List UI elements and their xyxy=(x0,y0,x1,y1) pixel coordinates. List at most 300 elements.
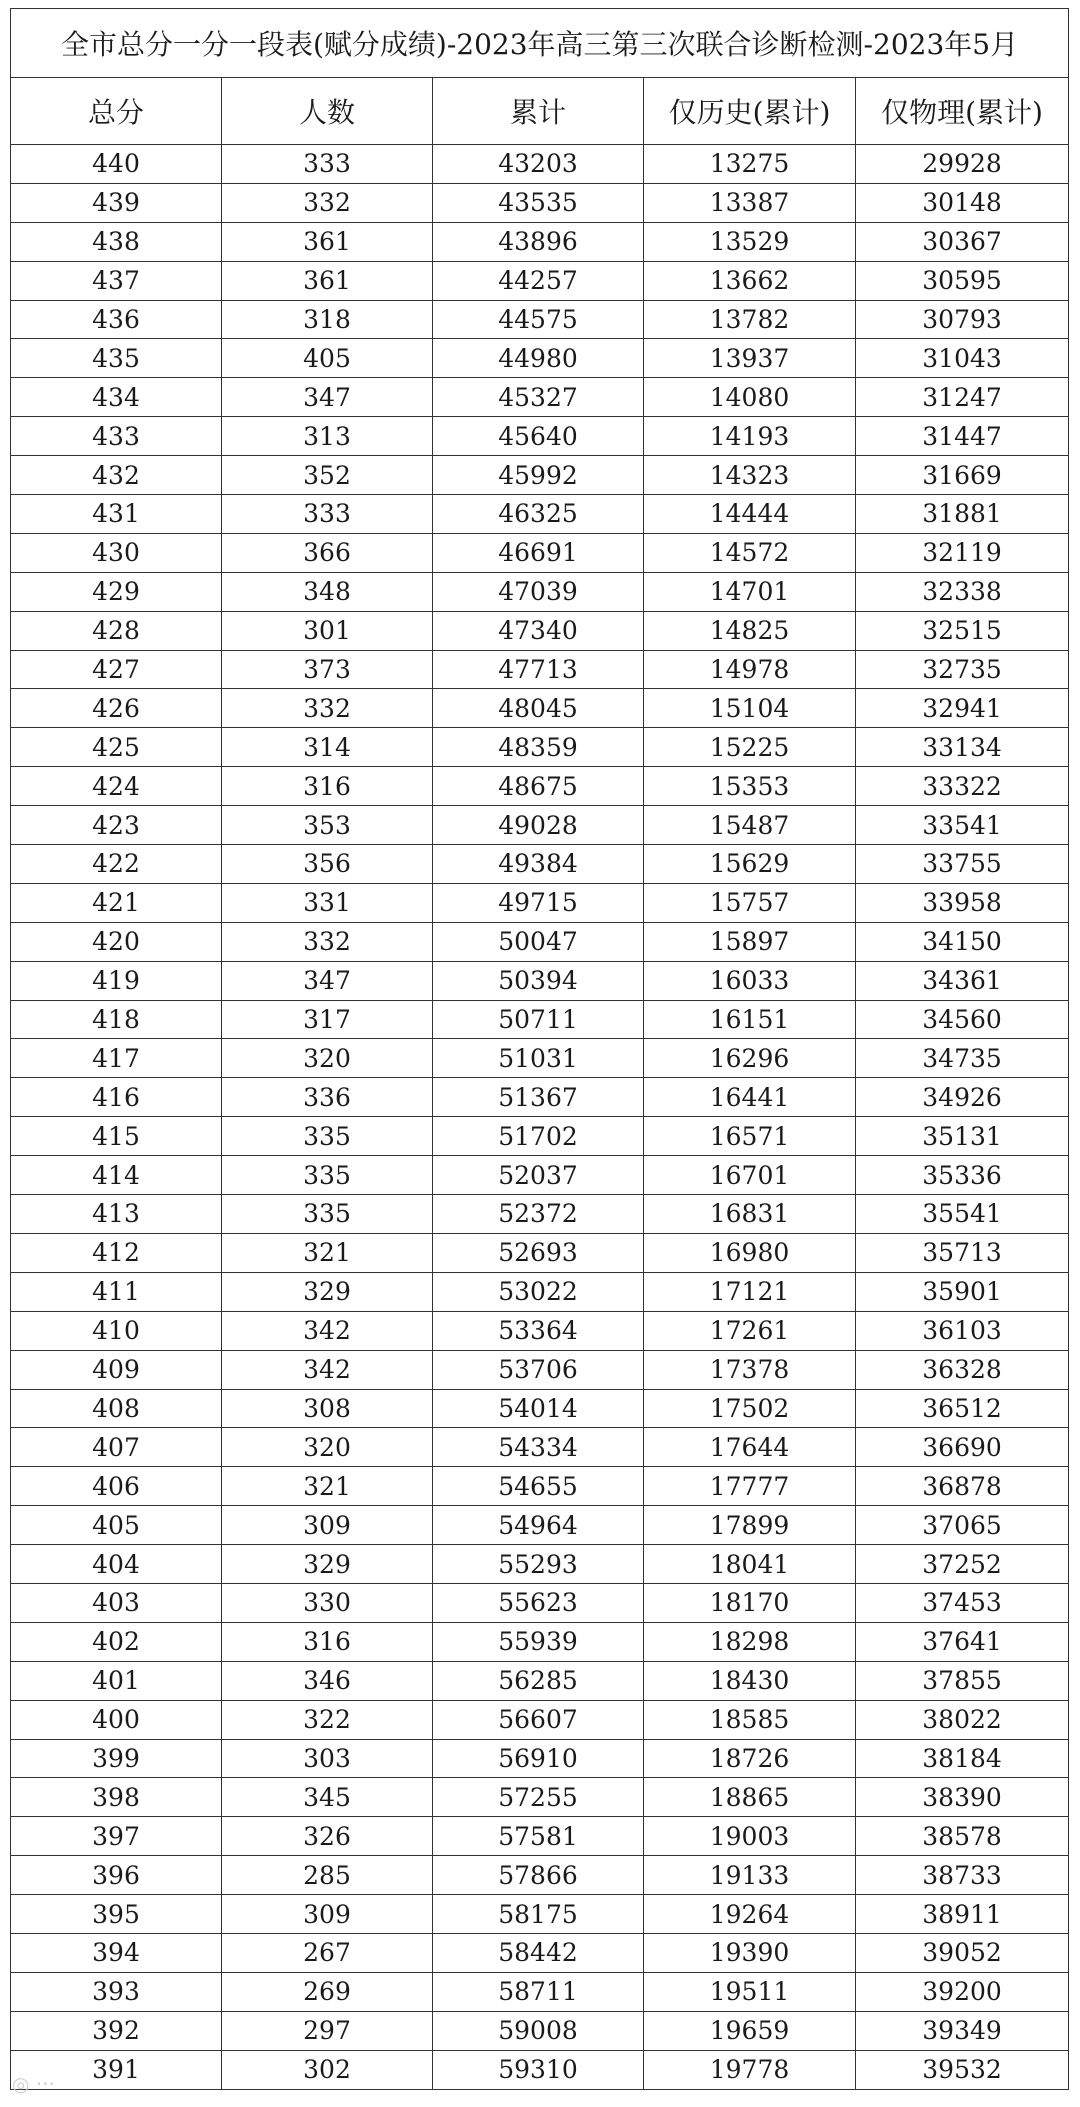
cell-history-cumulative: 16296 xyxy=(644,1039,856,1078)
cell-physics-cumulative: 37855 xyxy=(856,1661,1069,1700)
cell-physics-cumulative: 29928 xyxy=(856,145,1069,184)
cell-history-cumulative: 16831 xyxy=(644,1195,856,1234)
cell-physics-cumulative: 37641 xyxy=(856,1622,1069,1661)
cell-total-score: 399 xyxy=(11,1739,222,1778)
cell-history-cumulative: 19003 xyxy=(644,1817,856,1856)
cell-physics-cumulative: 38578 xyxy=(856,1817,1069,1856)
cell-cumulative: 45640 xyxy=(433,417,644,456)
cell-cumulative: 52693 xyxy=(433,1233,644,1272)
cell-total-score: 430 xyxy=(11,533,222,572)
cell-total-score: 417 xyxy=(11,1039,222,1078)
cell-history-cumulative: 14825 xyxy=(644,611,856,650)
cell-history-cumulative: 14701 xyxy=(644,572,856,611)
cell-history-cumulative: 19390 xyxy=(644,1933,856,1972)
cell-physics-cumulative: 34560 xyxy=(856,1000,1069,1039)
cell-cumulative: 45327 xyxy=(433,378,644,417)
cell-count: 348 xyxy=(222,572,433,611)
cell-total-score: 413 xyxy=(11,1195,222,1234)
cell-count: 335 xyxy=(222,1156,433,1195)
table-row xyxy=(11,1583,1069,1622)
table-body xyxy=(11,145,1069,2090)
table-row xyxy=(11,300,1069,339)
cell-cumulative: 55293 xyxy=(433,1545,644,1584)
table-row xyxy=(11,1895,1069,1934)
cell-total-score: 425 xyxy=(11,728,222,767)
cell-count: 331 xyxy=(222,883,433,922)
cell-total-score: 435 xyxy=(11,339,222,378)
header-count: 人数 xyxy=(222,78,433,145)
header-row xyxy=(11,78,1069,145)
cell-cumulative: 54964 xyxy=(433,1506,644,1545)
table-title: 全市总分一分一段表(赋分成绩)-2023年高三第三次联合诊断检测-2023年5月 xyxy=(11,9,1069,78)
table-row xyxy=(11,1272,1069,1311)
cell-physics-cumulative: 37453 xyxy=(856,1583,1069,1622)
cell-count: 313 xyxy=(222,417,433,456)
cell-cumulative: 48045 xyxy=(433,689,644,728)
table-row xyxy=(11,495,1069,534)
cell-history-cumulative: 16151 xyxy=(644,1000,856,1039)
cell-history-cumulative: 18430 xyxy=(644,1661,856,1700)
cell-total-score: 403 xyxy=(11,1583,222,1622)
cell-physics-cumulative: 33755 xyxy=(856,845,1069,884)
cell-total-score: 411 xyxy=(11,1272,222,1311)
cell-count: 361 xyxy=(222,222,433,261)
table-row xyxy=(11,650,1069,689)
cell-cumulative: 54655 xyxy=(433,1467,644,1506)
cell-cumulative: 58175 xyxy=(433,1895,644,1934)
cell-physics-cumulative: 31247 xyxy=(856,378,1069,417)
title-row xyxy=(11,9,1069,78)
table-row xyxy=(11,1233,1069,1272)
cell-count: 309 xyxy=(222,1895,433,1934)
table-row xyxy=(11,261,1069,300)
cell-cumulative: 57866 xyxy=(433,1856,644,1895)
cell-count: 309 xyxy=(222,1506,433,1545)
cell-total-score: 424 xyxy=(11,767,222,806)
cell-total-score: 426 xyxy=(11,689,222,728)
table-row xyxy=(11,1545,1069,1584)
cell-physics-cumulative: 33322 xyxy=(856,767,1069,806)
table-row xyxy=(11,378,1069,417)
cell-total-score: 401 xyxy=(11,1661,222,1700)
cell-total-score: 405 xyxy=(11,1506,222,1545)
table-row xyxy=(11,922,1069,961)
cell-physics-cumulative: 32515 xyxy=(856,611,1069,650)
cell-history-cumulative: 18865 xyxy=(644,1778,856,1817)
cell-cumulative: 51031 xyxy=(433,1039,644,1078)
table-row xyxy=(11,1078,1069,1117)
cell-cumulative: 45992 xyxy=(433,456,644,495)
cell-physics-cumulative: 33541 xyxy=(856,806,1069,845)
cell-history-cumulative: 13387 xyxy=(644,183,856,222)
cell-count: 347 xyxy=(222,378,433,417)
cell-count: 336 xyxy=(222,1078,433,1117)
cell-total-score: 407 xyxy=(11,1428,222,1467)
watermark-logo: ◎ ··· xyxy=(12,2072,55,2096)
table-row xyxy=(11,1933,1069,1972)
table-row xyxy=(11,1039,1069,1078)
cell-count: 352 xyxy=(222,456,433,495)
table-row xyxy=(11,145,1069,184)
cell-count: 373 xyxy=(222,650,433,689)
cell-total-score: 404 xyxy=(11,1545,222,1584)
cell-history-cumulative: 13782 xyxy=(644,300,856,339)
cell-history-cumulative: 14323 xyxy=(644,456,856,495)
cell-physics-cumulative: 39052 xyxy=(856,1933,1069,1972)
cell-history-cumulative: 17644 xyxy=(644,1428,856,1467)
cell-history-cumulative: 18726 xyxy=(644,1739,856,1778)
cell-physics-cumulative: 34735 xyxy=(856,1039,1069,1078)
table-row xyxy=(11,883,1069,922)
cell-count: 333 xyxy=(222,145,433,184)
table-row xyxy=(11,806,1069,845)
cell-physics-cumulative: 36878 xyxy=(856,1467,1069,1506)
header-cumulative: 累计 xyxy=(433,78,644,145)
cell-cumulative: 50047 xyxy=(433,922,644,961)
cell-cumulative: 58711 xyxy=(433,1972,644,2011)
cell-physics-cumulative: 35713 xyxy=(856,1233,1069,1272)
cell-physics-cumulative: 36512 xyxy=(856,1389,1069,1428)
cell-count: 335 xyxy=(222,1195,433,1234)
cell-history-cumulative: 18585 xyxy=(644,1700,856,1739)
cell-total-score: 433 xyxy=(11,417,222,456)
cell-count: 346 xyxy=(222,1661,433,1700)
table-row xyxy=(11,417,1069,456)
cell-history-cumulative: 16701 xyxy=(644,1156,856,1195)
table-row xyxy=(11,183,1069,222)
cell-total-score: 431 xyxy=(11,495,222,534)
cell-history-cumulative: 19659 xyxy=(644,2011,856,2050)
cell-total-score: 432 xyxy=(11,456,222,495)
cell-physics-cumulative: 31669 xyxy=(856,456,1069,495)
cell-cumulative: 52372 xyxy=(433,1195,644,1234)
cell-physics-cumulative: 36103 xyxy=(856,1311,1069,1350)
cell-count: 297 xyxy=(222,2011,433,2050)
cell-cumulative: 48359 xyxy=(433,728,644,767)
cell-total-score: 418 xyxy=(11,1000,222,1039)
cell-count: 301 xyxy=(222,611,433,650)
cell-total-score: 415 xyxy=(11,1117,222,1156)
cell-count: 345 xyxy=(222,1778,433,1817)
cell-total-score: 428 xyxy=(11,611,222,650)
cell-total-score: 408 xyxy=(11,1389,222,1428)
cell-cumulative: 53022 xyxy=(433,1272,644,1311)
cell-count: 347 xyxy=(222,961,433,1000)
cell-history-cumulative: 14444 xyxy=(644,495,856,534)
cell-cumulative: 52037 xyxy=(433,1156,644,1195)
cell-cumulative: 51702 xyxy=(433,1117,644,1156)
cell-total-score: 406 xyxy=(11,1467,222,1506)
header-total-score: 总分 xyxy=(11,78,222,145)
cell-count: 316 xyxy=(222,767,433,806)
cell-cumulative: 43535 xyxy=(433,183,644,222)
cell-count: 285 xyxy=(222,1856,433,1895)
cell-physics-cumulative: 36328 xyxy=(856,1350,1069,1389)
cell-total-score: 436 xyxy=(11,300,222,339)
table-row xyxy=(11,1195,1069,1234)
cell-cumulative: 46325 xyxy=(433,495,644,534)
cell-cumulative: 59310 xyxy=(433,2050,644,2089)
cell-physics-cumulative: 31881 xyxy=(856,495,1069,534)
cell-count: 303 xyxy=(222,1739,433,1778)
cell-total-score: 440 xyxy=(11,145,222,184)
cell-physics-cumulative: 39200 xyxy=(856,1972,1069,2011)
table-row xyxy=(11,611,1069,650)
cell-count: 320 xyxy=(222,1039,433,1078)
cell-total-score: 437 xyxy=(11,261,222,300)
cell-count: 361 xyxy=(222,261,433,300)
cell-total-score: 393 xyxy=(11,1972,222,2011)
cell-physics-cumulative: 39349 xyxy=(856,2011,1069,2050)
table-row xyxy=(11,1972,1069,2011)
cell-physics-cumulative: 34361 xyxy=(856,961,1069,1000)
cell-physics-cumulative: 38390 xyxy=(856,1778,1069,1817)
cell-total-score: 397 xyxy=(11,1817,222,1856)
cell-history-cumulative: 15629 xyxy=(644,845,856,884)
cell-history-cumulative: 13662 xyxy=(644,261,856,300)
cell-count: 333 xyxy=(222,495,433,534)
cell-cumulative: 44980 xyxy=(433,339,644,378)
cell-physics-cumulative: 31043 xyxy=(856,339,1069,378)
cell-history-cumulative: 15757 xyxy=(644,883,856,922)
cell-count: 317 xyxy=(222,1000,433,1039)
cell-history-cumulative: 14978 xyxy=(644,650,856,689)
table-row xyxy=(11,961,1069,1000)
table-row xyxy=(11,1739,1069,1778)
table-row xyxy=(11,1389,1069,1428)
cell-total-score: 421 xyxy=(11,883,222,922)
cell-physics-cumulative: 39532 xyxy=(856,2050,1069,2089)
table-row xyxy=(11,1467,1069,1506)
cell-count: 405 xyxy=(222,339,433,378)
table-row xyxy=(11,456,1069,495)
cell-history-cumulative: 16980 xyxy=(644,1233,856,1272)
cell-total-score: 392 xyxy=(11,2011,222,2050)
table-row xyxy=(11,1506,1069,1545)
cell-count: 320 xyxy=(222,1428,433,1467)
cell-count: 335 xyxy=(222,1117,433,1156)
table-row xyxy=(11,845,1069,884)
cell-history-cumulative: 14080 xyxy=(644,378,856,417)
cell-total-score: 412 xyxy=(11,1233,222,1272)
table-row xyxy=(11,728,1069,767)
table-row xyxy=(11,767,1069,806)
cell-physics-cumulative: 31447 xyxy=(856,417,1069,456)
cell-cumulative: 56910 xyxy=(433,1739,644,1778)
cell-count: 316 xyxy=(222,1622,433,1661)
cell-count: 342 xyxy=(222,1350,433,1389)
cell-total-score: 419 xyxy=(11,961,222,1000)
cell-total-score: 439 xyxy=(11,183,222,222)
cell-cumulative: 53706 xyxy=(433,1350,644,1389)
cell-history-cumulative: 16571 xyxy=(644,1117,856,1156)
cell-total-score: 400 xyxy=(11,1700,222,1739)
cell-history-cumulative: 14572 xyxy=(644,533,856,572)
cell-cumulative: 56285 xyxy=(433,1661,644,1700)
cell-physics-cumulative: 32338 xyxy=(856,572,1069,611)
cell-total-score: 429 xyxy=(11,572,222,611)
cell-physics-cumulative: 37065 xyxy=(856,1506,1069,1545)
cell-physics-cumulative: 34926 xyxy=(856,1078,1069,1117)
cell-total-score: 420 xyxy=(11,922,222,961)
cell-cumulative: 49715 xyxy=(433,883,644,922)
cell-physics-cumulative: 38022 xyxy=(856,1700,1069,1739)
cell-history-cumulative: 19133 xyxy=(644,1856,856,1895)
cell-history-cumulative: 17899 xyxy=(644,1506,856,1545)
cell-cumulative: 50711 xyxy=(433,1000,644,1039)
cell-count: 302 xyxy=(222,2050,433,2089)
cell-count: 353 xyxy=(222,806,433,845)
cell-physics-cumulative: 35336 xyxy=(856,1156,1069,1195)
cell-total-score: 422 xyxy=(11,845,222,884)
cell-physics-cumulative: 32735 xyxy=(856,650,1069,689)
cell-cumulative: 51367 xyxy=(433,1078,644,1117)
cell-cumulative: 55623 xyxy=(433,1583,644,1622)
cell-history-cumulative: 13937 xyxy=(644,339,856,378)
cell-physics-cumulative: 35901 xyxy=(856,1272,1069,1311)
cell-cumulative: 55939 xyxy=(433,1622,644,1661)
table-row xyxy=(11,1156,1069,1195)
cell-cumulative: 54014 xyxy=(433,1389,644,1428)
cell-history-cumulative: 13275 xyxy=(644,145,856,184)
cell-count: 332 xyxy=(222,183,433,222)
cell-total-score: 438 xyxy=(11,222,222,261)
table-row xyxy=(11,689,1069,728)
cell-physics-cumulative: 30148 xyxy=(856,183,1069,222)
cell-cumulative: 47713 xyxy=(433,650,644,689)
cell-total-score: 402 xyxy=(11,1622,222,1661)
cell-physics-cumulative: 36690 xyxy=(856,1428,1069,1467)
cell-history-cumulative: 17777 xyxy=(644,1467,856,1506)
cell-history-cumulative: 18041 xyxy=(644,1545,856,1584)
cell-history-cumulative: 15487 xyxy=(644,806,856,845)
cell-cumulative: 43203 xyxy=(433,145,644,184)
cell-physics-cumulative: 32941 xyxy=(856,689,1069,728)
table-row xyxy=(11,1817,1069,1856)
cell-history-cumulative: 18298 xyxy=(644,1622,856,1661)
cell-count: 332 xyxy=(222,689,433,728)
cell-count: 308 xyxy=(222,1389,433,1428)
cell-count: 321 xyxy=(222,1233,433,1272)
header-physics-cumulative: 仅物理(累计) xyxy=(856,78,1069,145)
table-row xyxy=(11,1000,1069,1039)
cell-history-cumulative: 15225 xyxy=(644,728,856,767)
cell-history-cumulative: 16033 xyxy=(644,961,856,1000)
table-row xyxy=(11,1428,1069,1467)
cell-cumulative: 47039 xyxy=(433,572,644,611)
cell-cumulative: 49028 xyxy=(433,806,644,845)
table-row xyxy=(11,2050,1069,2089)
cell-physics-cumulative: 35541 xyxy=(856,1195,1069,1234)
table-row xyxy=(11,1661,1069,1700)
cell-history-cumulative: 19264 xyxy=(644,1895,856,1934)
cell-count: 330 xyxy=(222,1583,433,1622)
cell-physics-cumulative: 38911 xyxy=(856,1895,1069,1934)
cell-count: 329 xyxy=(222,1545,433,1584)
cell-count: 322 xyxy=(222,1700,433,1739)
cell-cumulative: 59008 xyxy=(433,2011,644,2050)
cell-history-cumulative: 17261 xyxy=(644,1311,856,1350)
cell-cumulative: 44257 xyxy=(433,261,644,300)
cell-count: 329 xyxy=(222,1272,433,1311)
cell-cumulative: 58442 xyxy=(433,1933,644,1972)
cell-physics-cumulative: 30367 xyxy=(856,222,1069,261)
cell-cumulative: 43896 xyxy=(433,222,644,261)
cell-count: 366 xyxy=(222,533,433,572)
cell-physics-cumulative: 35131 xyxy=(856,1117,1069,1156)
cell-history-cumulative: 17378 xyxy=(644,1350,856,1389)
cell-total-score: 394 xyxy=(11,1933,222,1972)
table-row xyxy=(11,533,1069,572)
cell-physics-cumulative: 33958 xyxy=(856,883,1069,922)
cell-total-score: 398 xyxy=(11,1778,222,1817)
cell-total-score: 395 xyxy=(11,1895,222,1934)
cell-count: 314 xyxy=(222,728,433,767)
cell-physics-cumulative: 34150 xyxy=(856,922,1069,961)
cell-history-cumulative: 15353 xyxy=(644,767,856,806)
cell-history-cumulative: 16441 xyxy=(644,1078,856,1117)
cell-history-cumulative: 19511 xyxy=(644,1972,856,2011)
cell-physics-cumulative: 38184 xyxy=(856,1739,1069,1778)
cell-physics-cumulative: 30793 xyxy=(856,300,1069,339)
cell-cumulative: 46691 xyxy=(433,533,644,572)
cell-count: 267 xyxy=(222,1933,433,1972)
cell-cumulative: 48675 xyxy=(433,767,644,806)
score-distribution-table xyxy=(10,8,1069,2090)
cell-history-cumulative: 18170 xyxy=(644,1583,856,1622)
table-row xyxy=(11,1350,1069,1389)
cell-cumulative: 57255 xyxy=(433,1778,644,1817)
table-row xyxy=(11,1700,1069,1739)
cell-history-cumulative: 13529 xyxy=(644,222,856,261)
cell-total-score: 391 xyxy=(11,2050,222,2089)
cell-total-score: 416 xyxy=(11,1078,222,1117)
table-row xyxy=(11,1117,1069,1156)
cell-total-score: 423 xyxy=(11,806,222,845)
cell-cumulative: 50394 xyxy=(433,961,644,1000)
cell-history-cumulative: 17502 xyxy=(644,1389,856,1428)
cell-count: 342 xyxy=(222,1311,433,1350)
cell-history-cumulative: 17121 xyxy=(644,1272,856,1311)
cell-history-cumulative: 15104 xyxy=(644,689,856,728)
cell-physics-cumulative: 37252 xyxy=(856,1545,1069,1584)
cell-history-cumulative: 19778 xyxy=(644,2050,856,2089)
cell-cumulative: 56607 xyxy=(433,1700,644,1739)
table-row xyxy=(11,572,1069,611)
cell-cumulative: 49384 xyxy=(433,845,644,884)
cell-total-score: 427 xyxy=(11,650,222,689)
cell-cumulative: 47340 xyxy=(433,611,644,650)
cell-total-score: 396 xyxy=(11,1856,222,1895)
cell-count: 318 xyxy=(222,300,433,339)
cell-count: 356 xyxy=(222,845,433,884)
score-table-document xyxy=(10,8,1068,2090)
cell-total-score: 410 xyxy=(11,1311,222,1350)
cell-physics-cumulative: 33134 xyxy=(856,728,1069,767)
table-row xyxy=(11,1622,1069,1661)
cell-history-cumulative: 15897 xyxy=(644,922,856,961)
cell-history-cumulative: 14193 xyxy=(644,417,856,456)
cell-count: 326 xyxy=(222,1817,433,1856)
cell-cumulative: 44575 xyxy=(433,300,644,339)
cell-count: 321 xyxy=(222,1467,433,1506)
cell-total-score: 409 xyxy=(11,1350,222,1389)
cell-count: 269 xyxy=(222,1972,433,2011)
table-row xyxy=(11,1856,1069,1895)
cell-physics-cumulative: 30595 xyxy=(856,261,1069,300)
cell-cumulative: 53364 xyxy=(433,1311,644,1350)
cell-total-score: 434 xyxy=(11,378,222,417)
